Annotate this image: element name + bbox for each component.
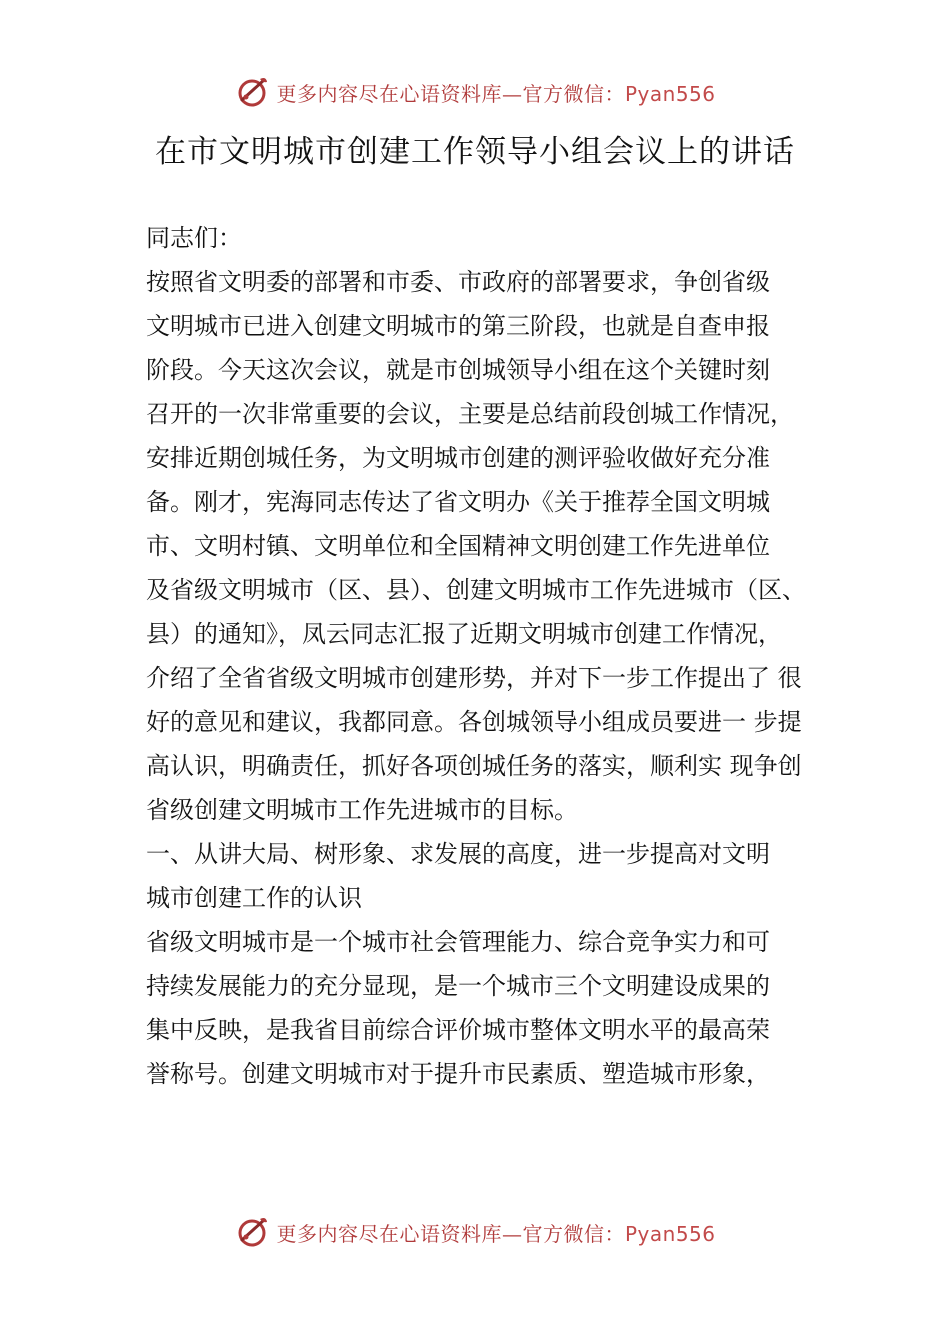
document-line: 备。刚才，宪海同志传达了省文明办《关于推荐全国文明城 <box>146 488 770 516</box>
document-body <box>146 216 836 1096</box>
document-line: 同志们： <box>146 224 242 252</box>
document-line: 城市创建工作的认识 <box>146 884 362 912</box>
header-banner-id: Pyan556 <box>624 81 716 106</box>
footer-banner-text <box>276 1218 715 1247</box>
document-line: 好的意见和建议，我都同意。各创城领导小组成员要进一 步提 <box>146 708 802 736</box>
document-line: 省级文明城市是一个城市社会管理能力、综合竞争实力和可 <box>146 928 770 956</box>
document-line: 持续发展能力的充分显现，是一个城市三个文明建设成果的 <box>146 972 770 1000</box>
red-brush-logo-icon <box>234 1214 270 1250</box>
header-banner-text <box>276 78 715 107</box>
document-line: 及省级文明城市（区、县）、创建文明城市工作先进城市（区、 <box>146 576 806 604</box>
document-line: 介绍了全省省级文明城市创建形势，并对下一步工作提出了 很 <box>146 664 802 692</box>
document-line: 集中反映，是我省目前综合评价城市整体文明水平的最高荣 <box>146 1016 770 1044</box>
document-line: 一、从讲大局、树形象、求发展的高度，进一步提高对文明 <box>146 840 770 868</box>
document-line: 誉称号。创建文明城市对于提升市民素质、塑造城市形象， <box>146 1060 770 1088</box>
footer-banner <box>0 1212 950 1252</box>
document-line: 省级创建文明城市工作先进城市的目标。 <box>146 796 578 824</box>
header-banner-label: 更多内容尽在心语资料库—官方微信： <box>276 81 625 106</box>
header-banner <box>0 72 950 112</box>
document-line: 安排近期创城任务，为文明城市创建的测评验收做好充分准 <box>146 444 770 472</box>
document-line: 县）的通知》，凤云同志汇报了近期文明城市创建工作情况， <box>146 620 782 648</box>
red-brush-logo-icon <box>234 74 270 110</box>
document-line: 文明城市已进入创建文明城市的第三阶段，也就是自查申报 <box>146 312 770 340</box>
document-line: 市、文明村镇、文明单位和全国精神文明创建工作先进单位 <box>146 532 770 560</box>
document-line: 召开的一次非常重要的会议，主要是总结前段创城工作情况， <box>146 400 794 428</box>
document-line: 高认识，明确责任，抓好各项创城任务的落实，顺利实 现争创 <box>146 752 802 780</box>
document-line: 按照省文明委的部署和市委、市政府的部署要求，争创省级 <box>146 268 770 296</box>
document-title: 在市文明城市创建工作领导小组会议上的讲话 <box>155 134 795 170</box>
footer-banner-id: Pyan556 <box>624 1221 716 1246</box>
footer-banner-label: 更多内容尽在心语资料库—官方微信： <box>276 1221 625 1246</box>
document-line: 阶段。今天这次会议，就是市创城领导小组在这个关键时刻 <box>146 356 770 384</box>
